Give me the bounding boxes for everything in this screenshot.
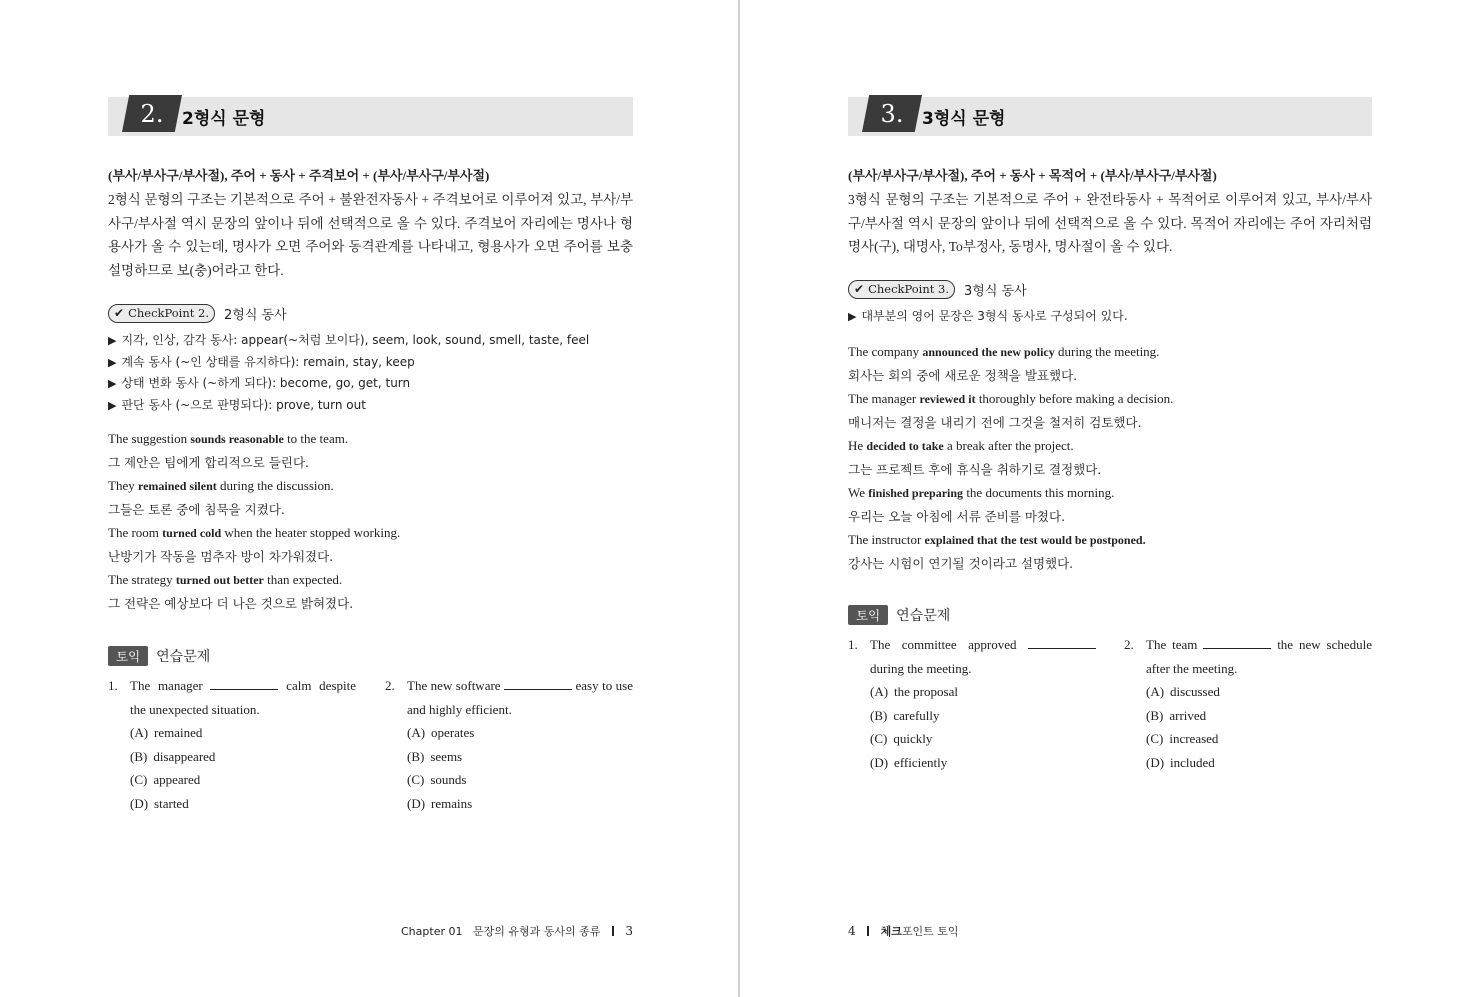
chapter-number: Chapter 01	[401, 925, 463, 938]
sentence-formula: (부사/부사구/부사절), 주어 + 동사 + 주격보어 + (부사/부사구/부사절)	[108, 168, 490, 183]
example-korean: 회사는 회의 중에 새로운 정책을 발표했다.	[848, 368, 1078, 383]
triangle-bullet-icon: ▶	[848, 310, 857, 323]
bullet-list	[848, 306, 1372, 328]
page-footer	[848, 923, 959, 939]
answer-option[interactable]: (B) disappeared	[130, 748, 216, 764]
answer-blank	[504, 675, 572, 690]
example-korean: 강사는 시험이 연기될 것이라고 설명했다.	[848, 556, 1074, 571]
question-number: 2.	[1124, 637, 1134, 652]
example-korean: 그는 프로젝트 후에 휴식을 취하기로 결정했다.	[848, 462, 1102, 477]
question-number: 2.	[385, 678, 395, 693]
practice-label: 연습문제	[896, 608, 951, 624]
answer-option[interactable]: (B) arrived	[1146, 707, 1207, 723]
question-list	[848, 633, 1372, 774]
question-item	[848, 633, 1096, 774]
example-korean: 우리는 오늘 아침에 서류 준비를 마쳤다.	[848, 509, 1066, 524]
sentence-formula: (부사/부사구/부사절), 주어 + 동사 + 목적어 + (부사/부사구/부사절)	[848, 168, 1217, 183]
section-header	[108, 97, 633, 136]
checkmark-icon: ✔	[114, 306, 125, 320]
book-title-bold: 체크	[880, 925, 902, 938]
checkpoint-badge	[108, 304, 215, 323]
answer-option[interactable]: (C) quickly	[870, 731, 933, 746]
answer-option[interactable]: (D) started	[130, 795, 189, 811]
example-english: The instructor explained that the test would be postponed.	[848, 532, 1146, 547]
example-english: The manager reviewed it thoroughly before making a decision.	[848, 391, 1174, 406]
question-item	[108, 674, 356, 815]
answer-option[interactable]: (A) discussed	[1146, 684, 1220, 699]
answer-option[interactable]: (D) included	[1146, 754, 1215, 770]
example-sentences	[848, 340, 1372, 575]
answer-option[interactable]: (A) the proposal	[870, 684, 958, 699]
question-list	[108, 674, 633, 815]
footer-separator	[612, 926, 614, 936]
example-korean: 그 전략은 예상보다 더 나은 것으로 밝혀졌다.	[108, 596, 354, 611]
bullet-list	[108, 330, 633, 416]
checkpoint-title: 3형식 동사	[964, 283, 1027, 299]
triangle-bullet-icon: ▶	[108, 355, 117, 369]
left-page	[108, 0, 633, 997]
section-title: 2형식 문형	[182, 109, 266, 129]
list-item: ▶ 상태 변화 동사 (~하게 되다): become, go, get, turn	[108, 376, 411, 390]
checkmark-icon: ✔	[854, 282, 865, 296]
triangle-bullet-icon: ▶	[108, 377, 117, 390]
answer-option[interactable]: (C) increased	[1146, 731, 1219, 746]
question-text: The manager calm despite the unexpected situation.	[130, 674, 356, 721]
list-item: ▶ 계속 동사 (~인 상태를 유지하다): remain, stay, keep	[108, 354, 415, 369]
example-english: The strategy turned out better than expected.	[108, 572, 343, 587]
triangle-bullet-icon: ▶	[108, 334, 117, 347]
structure-block	[108, 165, 633, 282]
answer-blank	[1028, 634, 1096, 649]
example-english: They remained silent during the discussion.	[108, 478, 334, 493]
structure-description: 2형식 문형의 구조는 기본적으로 주어 + 불완전자동사 + 주격보어로 이루어져 있고, 부사/부사구/부사절 역시 문장의 앞이나 뒤에 선택적으로 올 수 있다. 주격보어 자리에는 명사나 형용사가 올 수 있는데, 명사가 오면 주어와 동격관계를 나타내고, 형용사가 오면 주어를 보충 설명하므로 보(충)어라고 한다.	[108, 192, 633, 278]
toeic-practice	[848, 605, 1372, 774]
answer-option[interactable]: (C) sounds	[407, 772, 467, 787]
example-sentences	[108, 427, 633, 615]
structure-description: 3형식 문형의 구조는 기본적으로 주어 + 완전타동사 + 목적어로 이루어져 있고, 부사/부사구/부사절 역시 문장의 앞이나 뒤에 선택적으로 올 수 있다. 목적어 자리에는 주어 자리처럼 명사(구), 대명사, To부정사, 동명사, 명사절이 올 수 있다.	[848, 192, 1372, 254]
checkpoint-block	[848, 278, 1372, 328]
page-footer	[401, 923, 633, 939]
practice-label: 연습문제	[156, 649, 211, 665]
list-item: ▶ 지각, 인상, 감각 동사: appear(~처럼 보이다), seem, look, sound, smell, taste, feel	[108, 333, 590, 347]
example-korean: 매니저는 결정을 내리기 전에 그것을 철저히 검토했다.	[848, 415, 1142, 430]
checkpoint-label: CheckPoint 2.	[128, 306, 210, 320]
example-english: The company announced the new policy during the meeting.	[848, 344, 1160, 359]
right-page	[848, 0, 1372, 997]
checkpoint-block	[108, 302, 633, 416]
section-number: 3.	[880, 100, 904, 128]
book-title: 포인트 토익	[901, 925, 959, 938]
question-text: The committee approved during the meeting.	[870, 633, 1096, 680]
question-item	[385, 674, 633, 815]
checkpoint-title: 2형식 동사	[224, 307, 287, 323]
example-korean: 난방기가 작동을 멈추자 방이 차가워졌다.	[108, 549, 334, 564]
checkpoint-badge	[848, 280, 955, 299]
toeic-badge: 토익	[108, 646, 148, 666]
triangle-bullet-icon: ▶	[108, 398, 117, 412]
answer-option[interactable]: (A) operates	[407, 725, 475, 740]
question-number: 1.	[108, 678, 118, 693]
question-number: 1.	[848, 637, 858, 652]
list-item: ▶ 판단 동사 (~으로 판명되다): prove, turn out	[108, 397, 366, 412]
answer-blank	[1203, 634, 1271, 649]
section-header	[848, 97, 1372, 136]
question-item	[1124, 633, 1372, 774]
section-number: 2.	[140, 100, 164, 128]
answer-option[interactable]: (B) seems	[407, 748, 463, 764]
footer-separator	[867, 926, 869, 936]
example-korean: 그들은 토론 중에 침묵을 지켰다.	[108, 502, 285, 517]
answer-option[interactable]: (B) carefully	[870, 707, 940, 723]
answer-blank	[210, 675, 278, 690]
page-number: 3	[625, 924, 633, 938]
answer-option[interactable]: (A) remained	[130, 725, 203, 740]
toeic-badge: 토익	[848, 605, 888, 625]
example-korean: 그 제안은 팀에게 합리적으로 들린다.	[108, 455, 309, 470]
example-english: The suggestion sounds reasonable to the team.	[108, 431, 349, 446]
example-english: He decided to take a break after the project.	[848, 438, 1074, 453]
chapter-title: 문장의 유형과 동사의 종류	[472, 925, 601, 938]
toeic-practice	[108, 646, 633, 815]
example-english: We finished preparing the documents this morning.	[848, 485, 1115, 500]
page-number: 4	[848, 924, 856, 938]
list-item: ▶ 대부분의 영어 문장은 3형식 동사로 구성되어 있다.	[848, 309, 1128, 323]
answer-option[interactable]: (D) efficiently	[870, 754, 948, 770]
example-english: The room turned cold when the heater stopped working.	[108, 525, 401, 540]
question-text: The new software easy to use and highly efficient.	[407, 674, 633, 721]
section-title: 3형식 문형	[922, 109, 1006, 129]
answer-option[interactable]: (C) appeared	[130, 772, 201, 787]
structure-block	[848, 165, 1372, 259]
question-text: The team the new schedule after the meeting.	[1146, 633, 1372, 680]
page-gutter-divider	[738, 0, 740, 997]
checkpoint-label: CheckPoint 3.	[868, 282, 950, 296]
answer-option[interactable]: (D) remains	[407, 795, 473, 811]
